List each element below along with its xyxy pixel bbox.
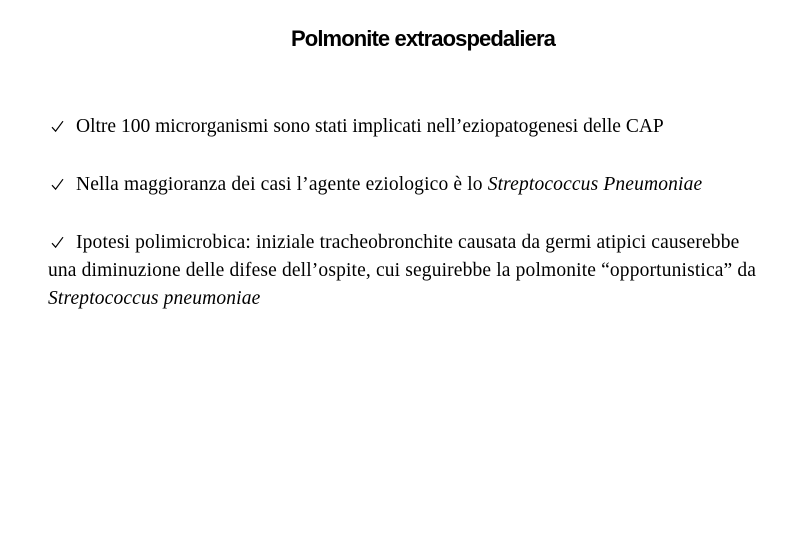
slide-title: Polmonite extraospedaliera	[291, 26, 555, 51]
check-icon	[50, 113, 64, 141]
bullet-italic-text: Streptococcus pneumoniae	[48, 288, 261, 309]
bullet-item	[48, 229, 770, 313]
bullet-list	[48, 113, 770, 313]
bullet-text: Oltre 100 microrganismi sono stati implicati nell’eziopatogenesi delle CAP	[76, 116, 664, 137]
bullet-text: Nella maggioranza dei casi l’agente eziologico è lo	[76, 174, 488, 195]
bullet-italic-text: Streptococcus Pneumoniae	[487, 174, 703, 195]
check-icon	[50, 171, 64, 199]
bullet-text: Ipotesi polimicrobica: iniziale tracheobronchite causata da germi atipici causerebbe una diminuzione delle difese dell’ospite, cui seguirebbe la polmonite “opportunistica” da	[48, 232, 757, 281]
bullet-item	[48, 171, 770, 199]
check-icon	[50, 229, 64, 257]
bullet-item	[48, 113, 770, 141]
